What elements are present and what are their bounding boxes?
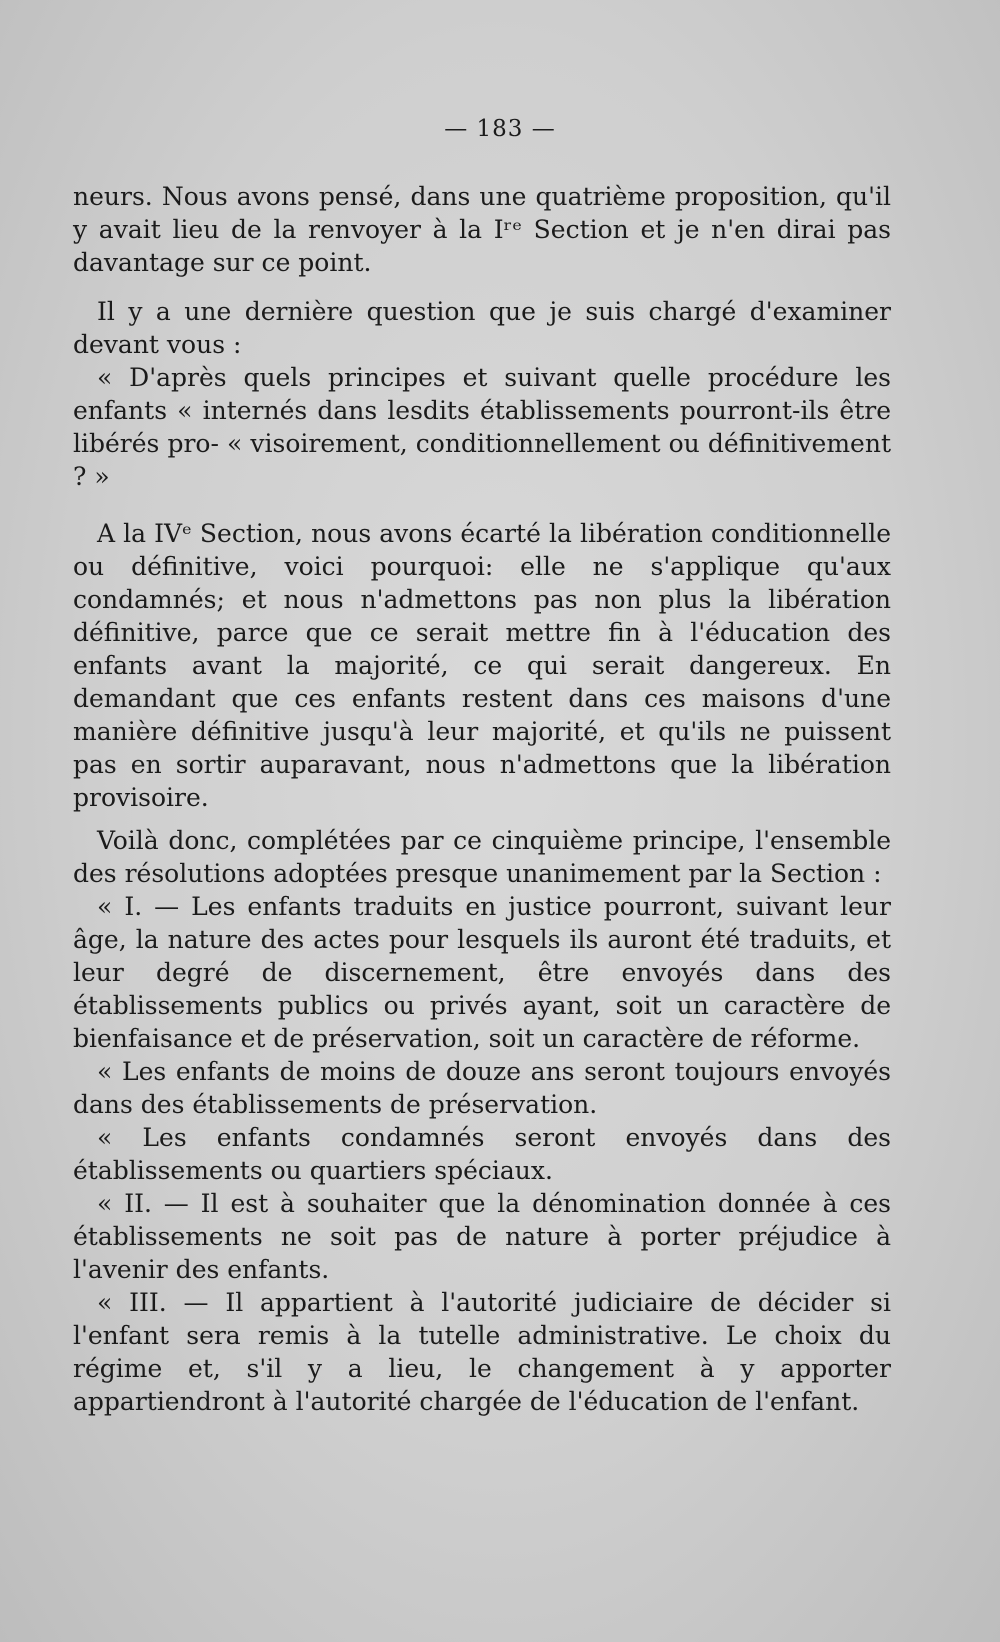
paragraph-quoted-question: « D'après quels principes et suivant quelle procédure les enfants « internés dans lesdits établissements pourront-ils être libérés pro- « visoirement, conditionnellement ou définitivement ? » <box>73 363 891 491</box>
resolution-i: « I. — Les enfants traduits en justice pourront, suivant leur âge, la nature des actes pour lesquels ils auront été traduits, et leur degré de discernement, être envoyés dans des établissements publics ou privés ayant, soit un caractère de bienfaisance et de préservation, soit un caractère de réforme. <box>73 892 891 1053</box>
paragraph-continuation: neurs. Nous avons pensé, dans une quatrième proposition, qu'il y avait lieu de la renvoyer à la Iʳᵉ Section et je n'en dirai pas davantage sur ce point. <box>73 182 891 277</box>
paragraph-resolutions-intro: Voilà donc, complétées par ce cinquième principe, l'ensemble des résolutions adoptées presque unanimement par la Section : <box>73 826 891 888</box>
paragraph-section-iv: A la IVᵉ Section, nous avons écarté la libération conditionnelle ou définitive, voici pourquoi: elle ne s'applique qu'aux condamnés; et nous n'admettons pas non plus la libération définitive, parce que ce serait mettre fin à l'éducation des enfants avant la majorité, ce qui serait dangereux. En demandant que ces enfants restent dans ces maisons d'une manière définitive jusqu'à leur majorité, et qu'ils ne puissent pas en sortir auparavant, nous n'admettons que la libération provisoire. <box>73 519 891 812</box>
page-number: — 183 — <box>444 116 556 142</box>
resolution-i-under-twelve: « Les enfants de moins de douze ans seront toujours envoyés dans des établissements de préservation. <box>73 1057 891 1119</box>
page-body <box>73 180 891 1418</box>
resolution-iii: « III. — Il appartient à l'autorité judiciaire de décider si l'enfant sera remis à la tutelle administrative. Le choix du régime et, s'il y a lieu, le changement à y apporter appartiendront à l'autorité chargée de l'éducation de l'enfant. <box>73 1288 891 1416</box>
resolution-ii: « II. — Il est à souhaiter que la dénomination donnée à ces établissements ne soit pas de nature à porter préjudice à l'avenir des enfants. <box>73 1189 891 1284</box>
resolution-i-condemned: « Les enfants condamnés seront envoyés dans des établissements ou quartiers spéciaux. <box>73 1123 891 1185</box>
paragraph-question-intro: Il y a une dernière question que je suis chargé d'examiner devant vous : <box>73 297 891 359</box>
